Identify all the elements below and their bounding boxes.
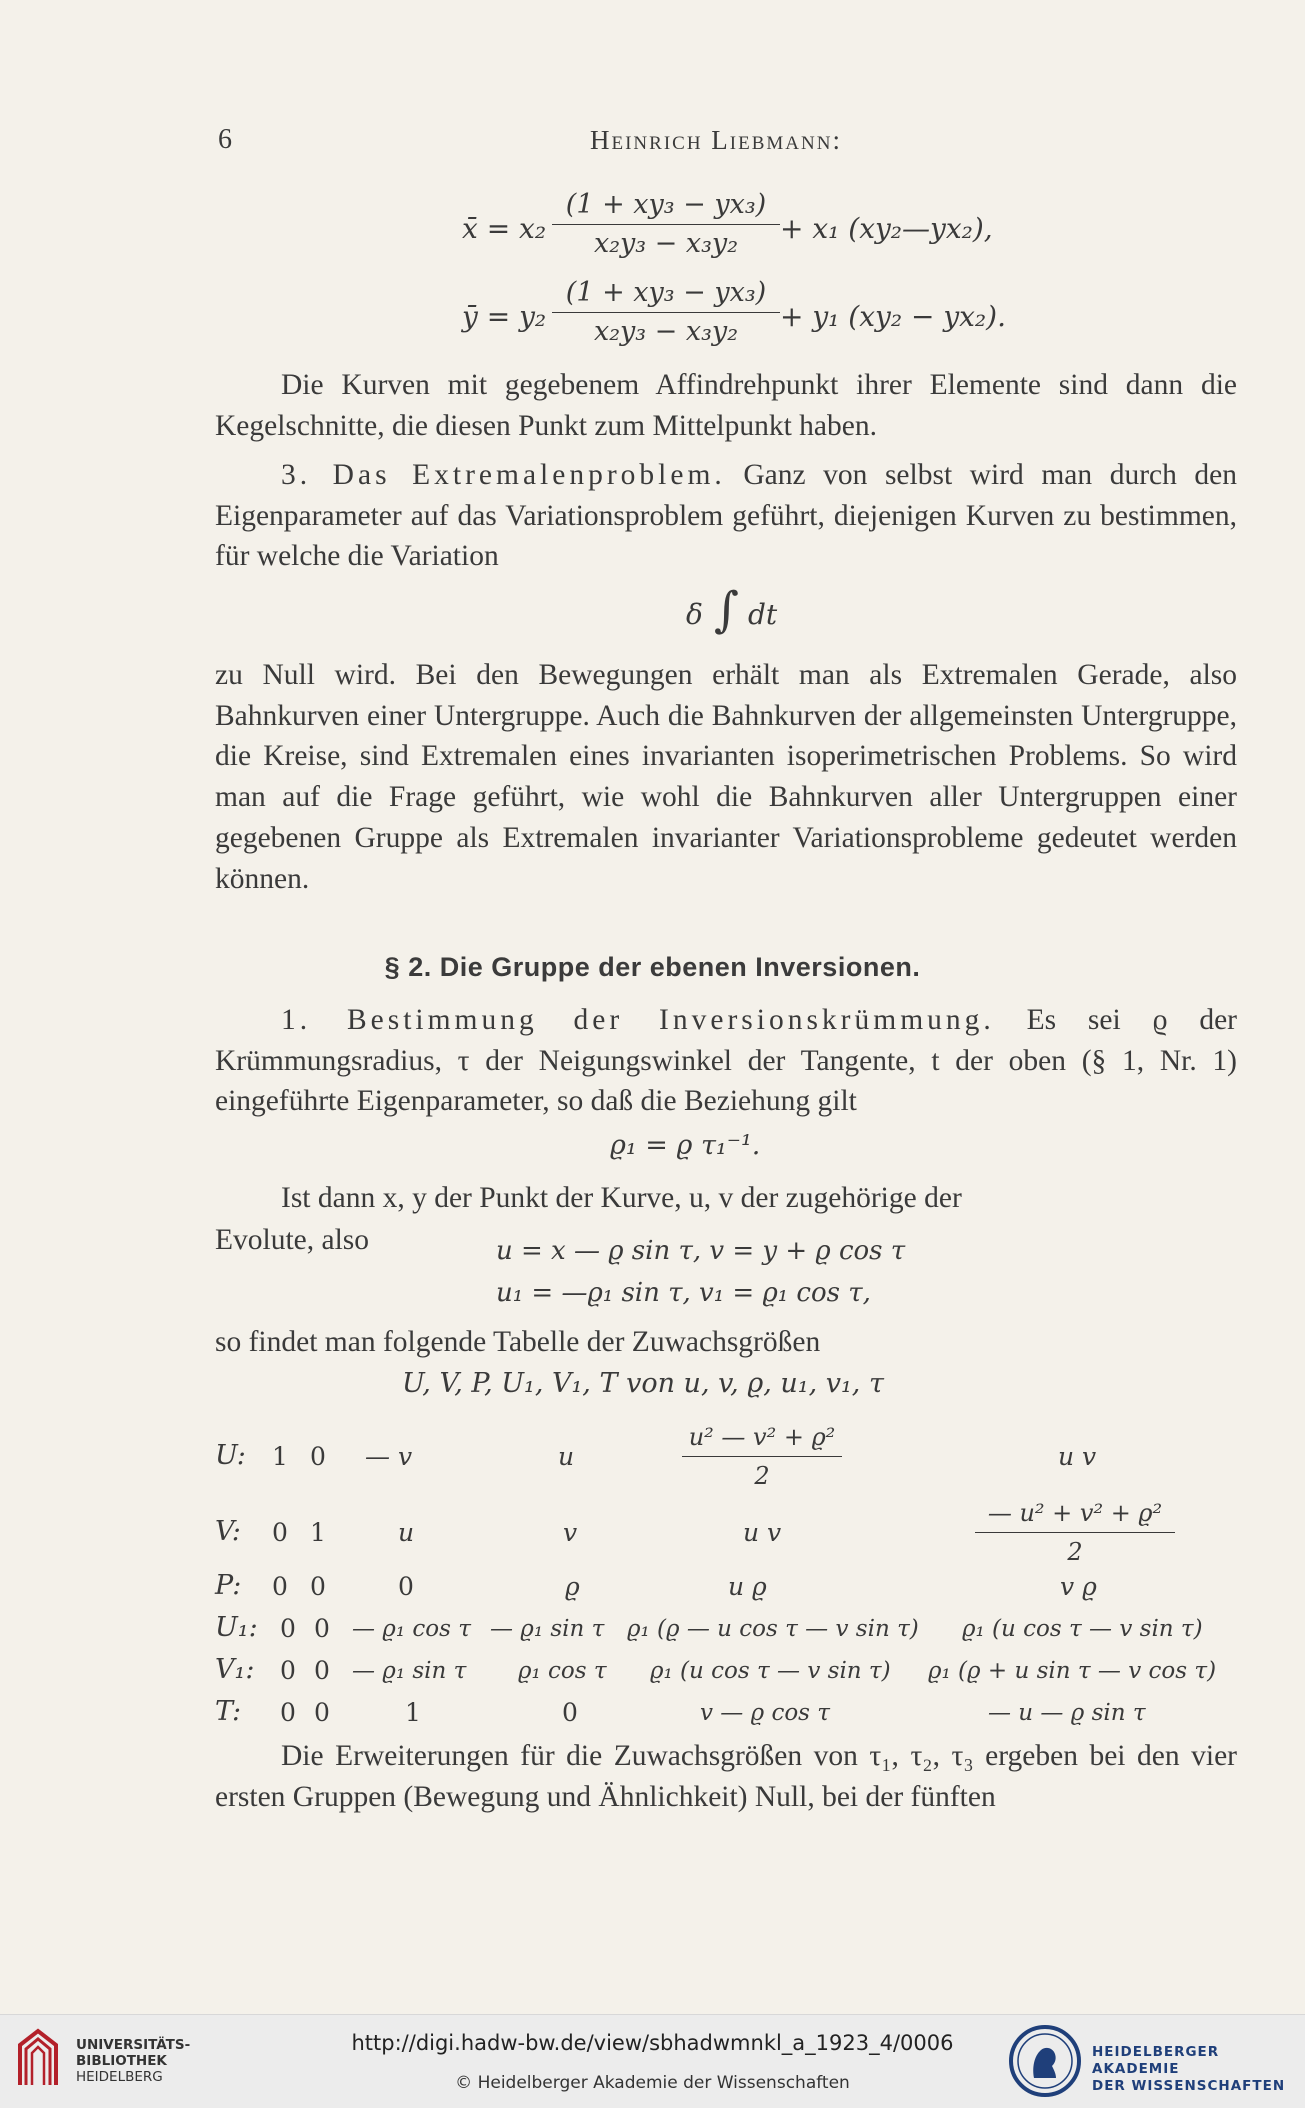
integral-delta: δ <box>686 598 703 631</box>
table-cell: v ϱ <box>1060 1572 1097 1601</box>
table-fraction-v <box>975 1494 1175 1571</box>
table-fraction-numerator: u² — v² + ϱ² <box>682 1418 842 1457</box>
table-row-label-v: V: <box>215 1516 241 1547</box>
copyright-notice: © Heidelberger Akademie der Wissenschaften <box>455 2073 850 2093</box>
table-cell: — ϱ₁ sin τ <box>490 1616 605 1642</box>
table-row-label-v1: V₁: <box>215 1654 255 1685</box>
hadw-line-2: DER WISSENSCHAFTEN <box>1092 2078 1286 2094</box>
equation-u1v1: u₁ = —ϱ₁ sin τ, v₁ = ϱ₁ cos τ, <box>496 1278 871 1308</box>
table-cell: v <box>563 1518 578 1547</box>
table-cell: ϱ₁ (u cos τ — v sin τ) <box>650 1658 891 1684</box>
ub-line-1: UNIVERSITÄTS- <box>76 2037 191 2053</box>
table-cell: v — ϱ cos τ <box>700 1700 831 1726</box>
table-row-label-t: T: <box>215 1696 242 1727</box>
equation-uv: u = x — ϱ sin τ, v = y + ϱ cos τ <box>496 1236 906 1266</box>
table-row-label-p: P: <box>215 1570 242 1601</box>
academy-seal-logo-icon[interactable] <box>1008 2024 1082 2098</box>
table-cell: ϱ₁ (ϱ — u cos τ — v sin τ) <box>627 1616 919 1642</box>
table-cell: — ϱ₁ sin τ <box>352 1658 467 1684</box>
table-cell: 1 <box>310 1518 326 1547</box>
formula-y-fraction <box>552 274 780 351</box>
table-cell: u <box>398 1518 415 1547</box>
table-cell: 1 <box>272 1442 288 1471</box>
table-cell: ϱ <box>565 1572 580 1601</box>
table-cell: u v <box>1058 1442 1097 1471</box>
table-cell: u <box>558 1442 575 1471</box>
table-cell: 0 <box>280 1656 296 1685</box>
paragraph-extremalen: zu Null wird. Bei den Bewegungen erhält man als Extremalen Gerade, also Bahnkurven einer Untergruppe. Auch die Bahnkurven der allgemeinsten Untergruppe, die Kreise, sind Extremalen eines invarianten isoperimetrischen Problems. So wird man auf die Frage geführt, wie wohl die Bahnkurven aller Untergruppen einer gegebenen Gruppe als Extremalen invarianter Variationsprobleme gedeutet werden können. <box>215 659 1237 895</box>
formula-x-tail: + x₁ (xy₂—yx₂), <box>780 212 993 245</box>
equation-rho: ϱ₁ = ϱ τ₁⁻¹. <box>610 1130 761 1161</box>
formula-x-lhs: x̄ = x₂ <box>462 212 547 245</box>
table-cell: 0 <box>398 1572 414 1601</box>
page-number: 6 <box>218 124 232 155</box>
academy-name <box>1092 2044 1305 2095</box>
integral-sign: ∫ <box>714 582 740 638</box>
paragraph-affindrehpunkt: Die Kurven mit gegebenem Affindrehpunkt ihrer Elemente sind dann die Kegelschnitte, die diesen Punkt zum Mittelpunkt haben. <box>215 369 1237 442</box>
paragraph-lead: 1. Bestimmung der Inversionskrümmung. <box>281 1004 995 1036</box>
paragraph-extremalenproblem <box>215 455 1237 577</box>
formula-x-numerator: (1 + xy₃ − yx₃) <box>552 186 780 225</box>
paragraph-body: Es sei ϱ der Krümmungsradius, τ der Neigungswinkel der Tangente, t der oben (§ 1, Nr. 1) eingeführte Eigenparameter, so daß die Beziehung gilt <box>215 1004 1237 1118</box>
table-cell: 0 <box>272 1572 288 1601</box>
table-fraction-denominator: 2 <box>1067 1538 1083 1566</box>
table-row-label-u1: U₁: <box>215 1612 258 1643</box>
table-cell: ϱ₁ (ϱ + u sin τ — v cos τ) <box>928 1658 1217 1684</box>
table-cell: 0 <box>280 1698 296 1727</box>
formula-y-denominator: x₂y₃ − x₃y₂ <box>593 316 739 347</box>
table-cell: 0 <box>314 1698 330 1727</box>
paragraph-body: Ganz von selbst wird man durch den Eigenparameter auf das Variationsproblem geführt, diejenigen Kurven zu bestimmen, für welche die Variation <box>215 459 1238 573</box>
table-cell: 0 <box>310 1572 326 1601</box>
paragraph-tabelle: so findet man folgende Tabelle der Zuwachsgrößen <box>215 1326 821 1358</box>
table-fraction-numerator: — u² + v² + ϱ² <box>975 1494 1175 1533</box>
formula-y-numerator: (1 + xy₃ − yx₃) <box>552 274 780 313</box>
formula-y-tail: + y₁ (xy₂ − yx₂). <box>780 300 1006 333</box>
table-cell: 0 <box>272 1518 288 1547</box>
paragraph-erweiterungen: Die Erweiterungen für die Zuwachsgrößen von τ₁, τ₂, τ₃ ergeben bei den vier ersten Gruppen (Bewegung und Ähnlichkeit) Null, bei der fünften <box>215 1740 1237 1813</box>
table-cell: 0 <box>314 1614 330 1643</box>
running-title: Heinrich Liebmann: <box>590 125 842 155</box>
paragraph-lead: 3. Das Extremalenproblem. <box>281 459 726 491</box>
table-row-label-u: U: <box>215 1440 246 1471</box>
formula-y-lhs: ȳ = y₂ <box>462 300 547 333</box>
ub-line-3: HEIDELBERG <box>76 2069 163 2085</box>
paragraph-ist-dann: Ist dann x, y der Punkt der Kurve, u, v der zugehörige der <box>281 1182 962 1214</box>
table-fraction-u <box>682 1418 842 1495</box>
integral-integrand: dt <box>748 598 778 631</box>
table-cell: 0 <box>314 1656 330 1685</box>
evolute-label: Evolute, also <box>215 1224 370 1256</box>
hadw-line-1: HEIDELBERGER AKADEMIE <box>1092 2044 1220 2077</box>
section-heading: § 2. Die Gruppe der ebenen Inversionen. <box>384 952 921 982</box>
table-cell: — u — ϱ sin τ <box>988 1700 1146 1726</box>
table-cell: 0 <box>280 1614 296 1643</box>
formula-x-fraction <box>552 186 780 263</box>
table-cell: 1 <box>405 1698 421 1727</box>
ub-line-2: BIBLIOTHEK <box>76 2053 167 2069</box>
table-cell: u v <box>743 1518 782 1547</box>
table-cell: 0 <box>562 1698 578 1727</box>
table-cell: u ϱ <box>728 1572 767 1601</box>
viewer-footer <box>0 2014 1305 2108</box>
formula-x-denominator: x₂y₃ − x₃y₂ <box>593 228 739 259</box>
table-cell: — ϱ₁ cos τ <box>352 1616 471 1642</box>
table-cell: — v <box>365 1442 413 1471</box>
paragraph-bestimmung <box>215 1000 1237 1122</box>
permalink-url[interactable]: http://digi.hadw-bw.de/view/sbhadwmnkl_a_1923_4/0006 <box>351 2031 954 2055</box>
table-fraction-denominator: 2 <box>754 1462 770 1490</box>
table-cell: ϱ₁ cos τ <box>518 1658 607 1684</box>
table-header: U, V, P, U₁, V₁, T von u, v, ϱ, u₁, v₁, τ <box>402 1368 884 1399</box>
table-cell: 0 <box>310 1442 326 1471</box>
table-cell: ϱ₁ (u cos τ — v sin τ) <box>962 1616 1203 1642</box>
